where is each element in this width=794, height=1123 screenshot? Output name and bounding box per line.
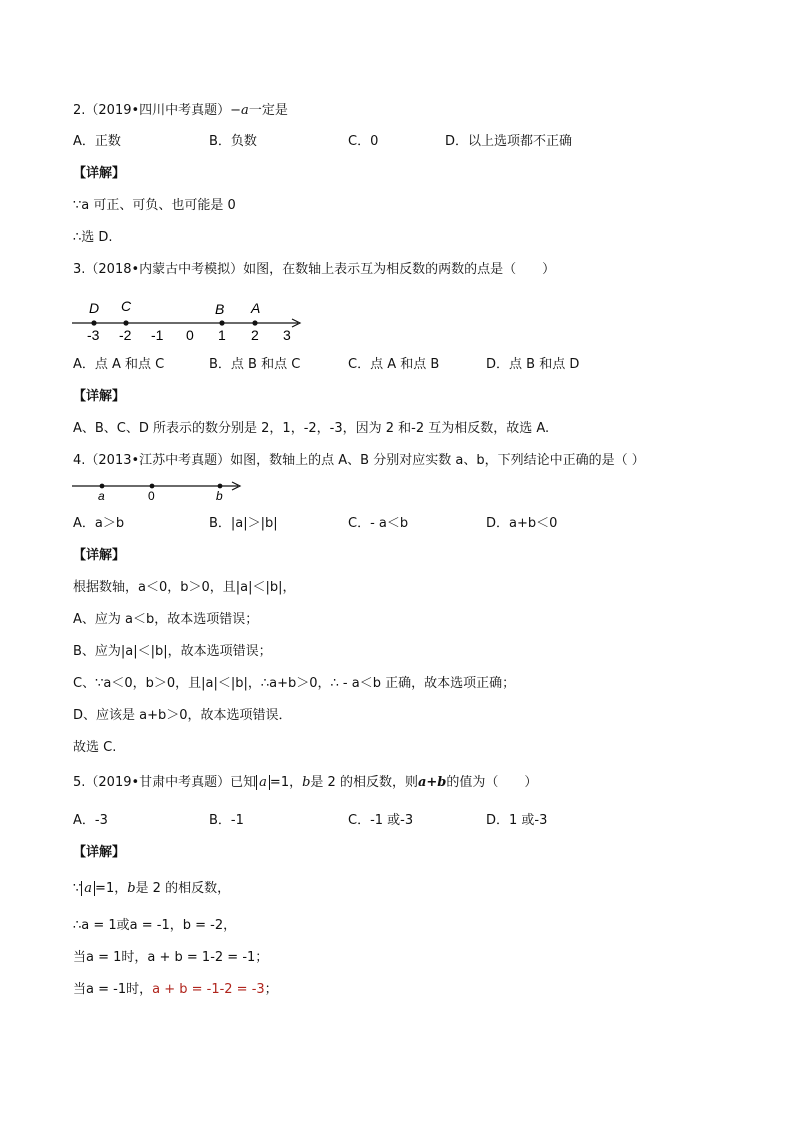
- q5-var-b: b: [127, 881, 136, 896]
- q3-label-d: D: [89, 300, 100, 316]
- q4-detail-line: C、∵a＜0，b＞0，且|a|＜|b|，∴a+b＞0，∴ - a＜b 正确，故本选项正确；: [73, 676, 516, 691]
- q4-label-a: a: [98, 489, 105, 503]
- q5-detail-label: 【详解】: [73, 845, 126, 860]
- q5-detail-line: [73, 879, 230, 899]
- q3-tick: -2: [119, 327, 132, 343]
- q3-point-c: [123, 320, 128, 325]
- q3-option-a: A．点 A 和点 C: [73, 357, 165, 372]
- q3-point-d: [91, 320, 96, 325]
- q2-detail-line: ∴选 D.: [73, 230, 113, 245]
- q3-tick: 2: [251, 327, 259, 343]
- q4-label-zero: 0: [148, 489, 155, 503]
- q5-stem: [73, 773, 537, 793]
- q5-detail-part: 当a = -1时，: [73, 982, 153, 997]
- q4-label-b: b: [216, 489, 223, 503]
- q5-option-c: C．-1 或-3: [348, 813, 414, 828]
- because-symbol: ∵: [73, 881, 82, 896]
- q4-point-a: [100, 484, 105, 489]
- q5-detail-part: 是 2 的相反数，: [135, 881, 231, 896]
- q5-stem-part: 的值为（ ）: [446, 775, 538, 790]
- q3-detail-line: A、B、C、D 所表示的数分别是 2，1，-2，-3，因为 2 和-2 互为相反数，故选 A.: [73, 421, 550, 436]
- q4-detail-line: A、应为 a＜b，故本选项错误；: [73, 612, 259, 627]
- q3-tick: -1: [151, 327, 164, 343]
- q2-detail-line: ∵a 可正、可负、也可能是 0: [73, 198, 236, 213]
- q4-detail-label: 【详解】: [73, 548, 126, 563]
- q3-stem: 3.（2018•内蒙古中考模拟）如图，在数轴上表示互为相反数的两数的点是（ ）: [73, 262, 556, 277]
- q3-label-b: B: [215, 301, 225, 317]
- q3-point-a: [252, 320, 257, 325]
- q5-expr: a+b: [417, 775, 447, 790]
- q5-detail-line: [73, 980, 278, 1000]
- q2-stem-tail: 一定是: [248, 103, 288, 118]
- q3-tick: 3: [283, 327, 291, 343]
- q4-detail-line: D、应该是 a+b＞0，故本选项错误．: [73, 708, 292, 723]
- q4-option-c: C．- a＜b: [348, 516, 409, 531]
- q5-abs-a: a: [81, 881, 95, 896]
- q5-abs-a: a: [256, 775, 270, 790]
- q2-expr: −a: [230, 103, 249, 118]
- q3-tick: 1: [218, 327, 226, 343]
- q4-point-b: [218, 484, 223, 489]
- q3-detail-label: 【详解】: [73, 389, 126, 404]
- q2-option-c: C．0: [348, 134, 379, 149]
- q4-option-d: D．a+b＜0: [486, 516, 558, 531]
- q2-option-d: D．以上选项都不正确: [445, 134, 573, 149]
- q3-label-c: C: [121, 298, 132, 314]
- q4-option-a: A．a＞b: [73, 516, 125, 531]
- q5-detail-part: =1，: [95, 881, 128, 896]
- q5-stem-part: 5.（2019•甘肃中考真题）已知: [73, 775, 257, 790]
- q5-detail-line: ∴a = 1或a = -1，b = -2，: [73, 918, 237, 933]
- q5-var-b: b: [302, 775, 311, 790]
- q5-option-d: D．1 或-3: [486, 813, 548, 828]
- q4-stem: 4.（2013•江苏中考真题）如图，数轴上的点 A、B 分别对应实数 a、b，下列结论中正确的是（ ）: [73, 453, 645, 468]
- q5-detail-line: 当a = 1时，a + b = 1-2 = -1；: [73, 950, 269, 965]
- q4-option-b: B．|a|＞|b|: [209, 516, 278, 531]
- q3-tick: -3: [87, 327, 100, 343]
- q2-stem: [73, 101, 288, 121]
- q5-stem-part: =1，: [269, 775, 303, 790]
- q5-detail-part: ；: [264, 982, 278, 997]
- q3-option-c: C．点 A 和点 B: [348, 357, 440, 372]
- q3-point-b: [219, 320, 224, 325]
- q2-option-a: A．正数: [73, 134, 121, 149]
- q2-option-b: B．负数: [209, 134, 257, 149]
- q4-point-zero: [150, 484, 155, 489]
- q4-number-line: [70, 478, 250, 504]
- q3-label-a: A: [251, 300, 261, 316]
- q4-detail-line: 故选 C.: [73, 740, 117, 755]
- q3-tick: 0: [186, 327, 194, 343]
- q2-stem-text: 2.（2019•四川中考真题）: [73, 103, 231, 118]
- q5-option-a: A．-3: [73, 813, 108, 828]
- q5-highlighted-result: a + b = -1-2 = -3: [152, 982, 265, 997]
- q4-detail-line: B、应为|a|＜|b|，故本选项错误；: [73, 644, 272, 659]
- q5-option-b: B．-1: [209, 813, 244, 828]
- q2-detail-label: 【详解】: [73, 166, 126, 181]
- q3-option-b: B．点 B 和点 C: [209, 357, 301, 372]
- q3-option-d: D．点 B 和点 D: [486, 357, 580, 372]
- q3-number-line: [70, 292, 310, 344]
- q5-stem-part: 是 2 的相反数，则: [310, 775, 418, 790]
- q4-detail-line: 根据数轴，a＜0，b＞0，且|a|＜|b|，: [73, 580, 296, 595]
